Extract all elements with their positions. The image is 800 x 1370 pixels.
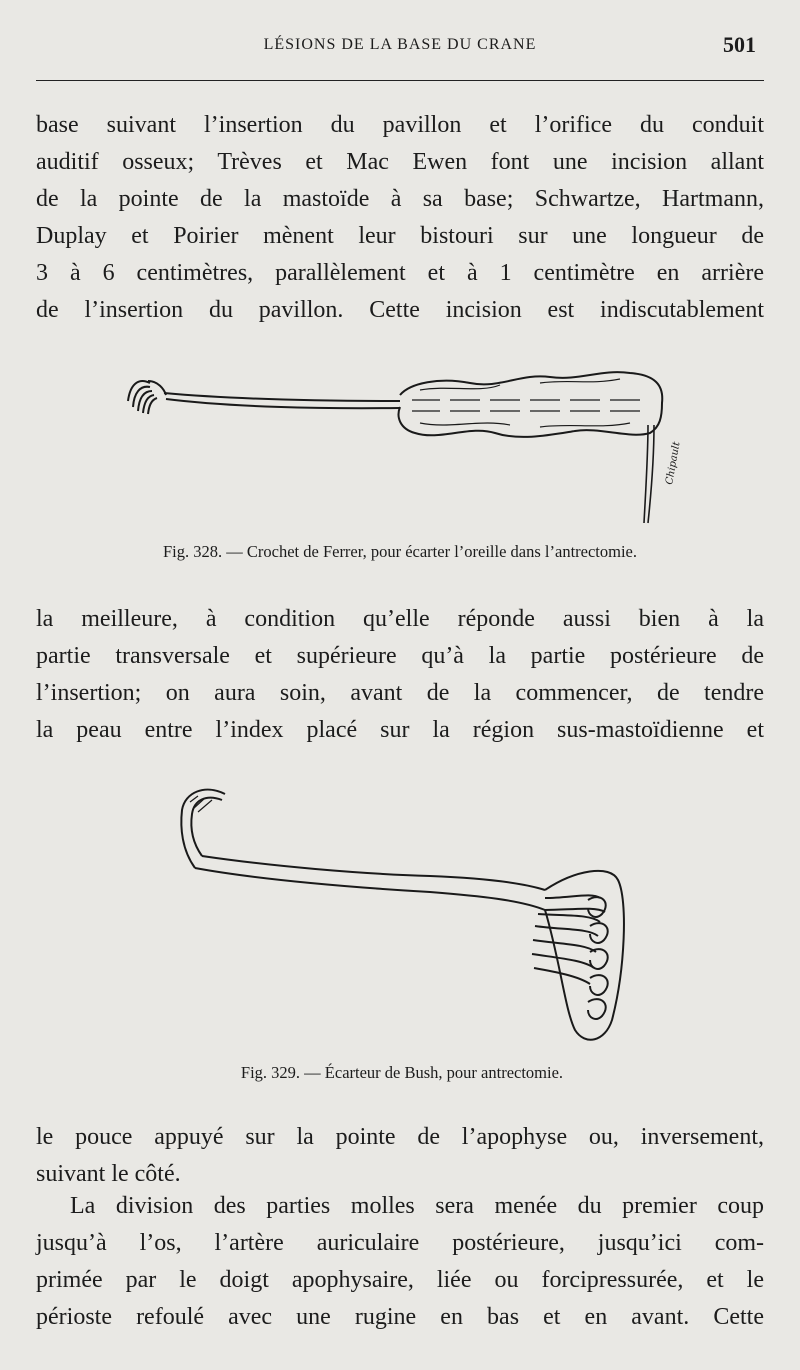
text-line: suivant le côté. [36,1161,181,1187]
text-line: périoste refoulé avec une rugine en bas et en avant. Cette [36,1304,764,1330]
text-line: la meilleure, à condition qu’elle réponde aussi bien à la [36,606,764,632]
text-line: jusqu’à l’os, l’artère auriculaire postérieure, jusqu’ici com- [36,1230,764,1256]
text-line: auditif osseux; Trèves et Mac Ewen font une incision allant [36,149,764,175]
running-title: LÉSIONS DE LA BASE DU CRANE [263,36,537,53]
text-line: Duplay et Poirier mènent leur bistouri sur une longueur de [36,223,764,249]
engraver-signature: Chipault [664,440,683,486]
header-rule [36,80,764,81]
paragraph-1 [36,107,764,329]
text-line: de l’insertion du pavillon. Cette incision est indiscutablement [36,297,764,323]
ferrer-hook-illustration [0,355,800,535]
text-line: La division des parties molles sera menée du premier coup [70,1193,764,1219]
text-line: primée par le doigt apophysaire, liée ou forcipressurée, et le [36,1267,764,1293]
figure-329-caption: Fig. 329. — Écarteur de Bush, pour antrectomie. [240,1063,564,1082]
text-line: l’insertion; on aura soin, avant de la commencer, de tendre [36,680,764,706]
paragraph-2 [36,601,764,749]
figure-328 [0,355,800,570]
running-head [36,34,764,62]
text-line: partie transversale et supérieure qu’à la partie postérieure de [36,643,764,669]
bush-retractor-illustration [0,780,800,1050]
figure-328-caption: Fig. 328. — Crochet de Ferrer, pour écarter l’oreille dans l’antrectomie. [163,542,637,561]
text-line: le pouce appuyé sur la pointe de l’apophyse ou, inversement, [36,1124,764,1150]
text-line: 3 à 6 centimètres, parallèlement et à 1 centimètre en arrière [36,260,764,286]
text-line: de la pointe de la mastoïde à sa base; Schwartze, Hartmann, [36,186,764,212]
paragraph-3 [36,1119,764,1193]
paragraph-4 [36,1188,764,1336]
text-line: base suivant l’insertion du pavillon et l’orifice du conduit [36,112,764,138]
page-number: 501 [723,32,756,57]
figure-329 [0,780,800,1085]
text-line: la peau entre l’index placé sur la région sus-mastoïdienne et [36,717,764,743]
